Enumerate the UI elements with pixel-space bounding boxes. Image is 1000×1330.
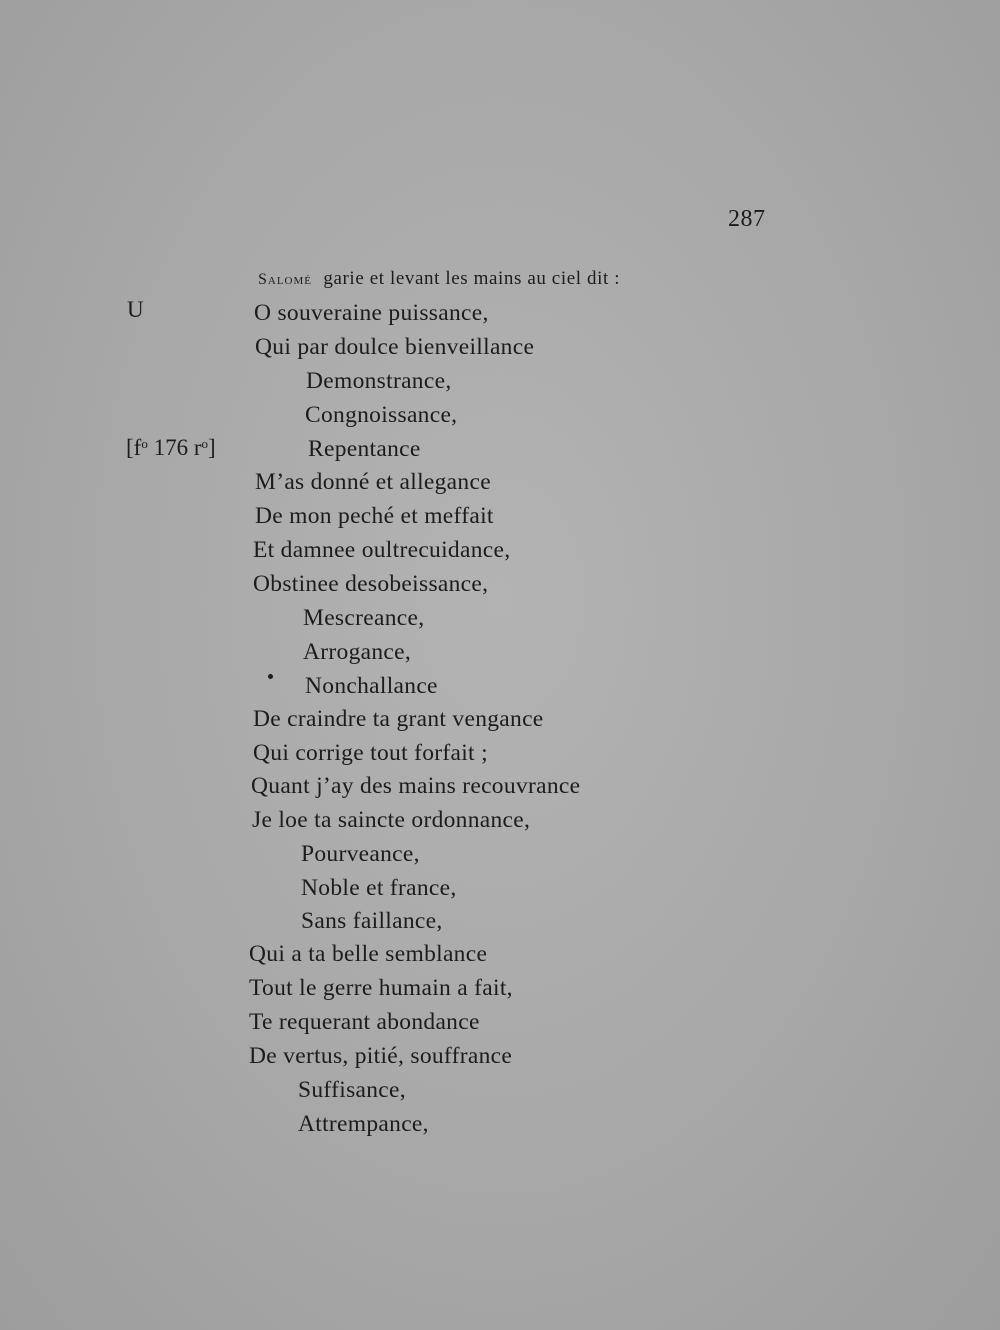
verse-line: Te requerant abondance bbox=[249, 1009, 480, 1035]
verse-line: M’as donné et allegance bbox=[255, 469, 491, 495]
verse-line: Mescreance, bbox=[303, 605, 425, 631]
speaker-name: Salomé bbox=[258, 271, 313, 288]
verse-line: Repentance bbox=[308, 436, 421, 462]
verse-line: Quant j’ay des mains recouvrance bbox=[251, 773, 581, 799]
verse-line: Sans faillance, bbox=[301, 908, 443, 934]
ink-dot bbox=[268, 674, 273, 679]
folio-superscript-1: o bbox=[141, 436, 148, 451]
verse-line: Je loe ta saincte ordonnance, bbox=[252, 807, 531, 833]
verse-line: Qui par doulce bienveillance bbox=[255, 334, 535, 360]
verse-line: Pourveance, bbox=[301, 841, 420, 867]
stage-direction-text: garie et levant les mains au ciel dit : bbox=[323, 268, 621, 289]
verse-line: Attrempance, bbox=[298, 1111, 429, 1137]
verse-line: De mon peché et meffait bbox=[255, 503, 494, 529]
verse-line: Suffisance, bbox=[298, 1077, 406, 1103]
folio-close: ] bbox=[208, 435, 216, 460]
verse-line: De vertus, pitié, souffrance bbox=[249, 1043, 513, 1069]
verse-line: Arrogance, bbox=[303, 639, 412, 665]
verse-line: Qui corrige tout forfait ; bbox=[253, 740, 488, 766]
folio-open: [f bbox=[126, 435, 142, 460]
verse-line: Nonchallance bbox=[305, 673, 438, 699]
verse-line: De craindre ta grant vengance bbox=[253, 706, 544, 732]
verse-line: Demonstrance, bbox=[306, 368, 452, 394]
folio-superscript-2: o bbox=[201, 436, 208, 451]
folio-number: 176 r bbox=[147, 435, 202, 460]
page-number: 287 bbox=[728, 206, 766, 232]
verse-line: Et damnee oultrecuidance, bbox=[253, 537, 511, 563]
verse-line: O souveraine puissance, bbox=[254, 300, 489, 326]
verse-line: Qui a ta belle semblance bbox=[249, 941, 488, 967]
margin-note-u: U bbox=[127, 297, 144, 322]
verse-line: Noble et france, bbox=[301, 875, 457, 901]
verse-line: Obstinee desobeissance, bbox=[253, 571, 489, 597]
verse-line: Tout le gerre humain a fait, bbox=[249, 975, 513, 1001]
verse-line: Congnoissance, bbox=[305, 402, 458, 428]
